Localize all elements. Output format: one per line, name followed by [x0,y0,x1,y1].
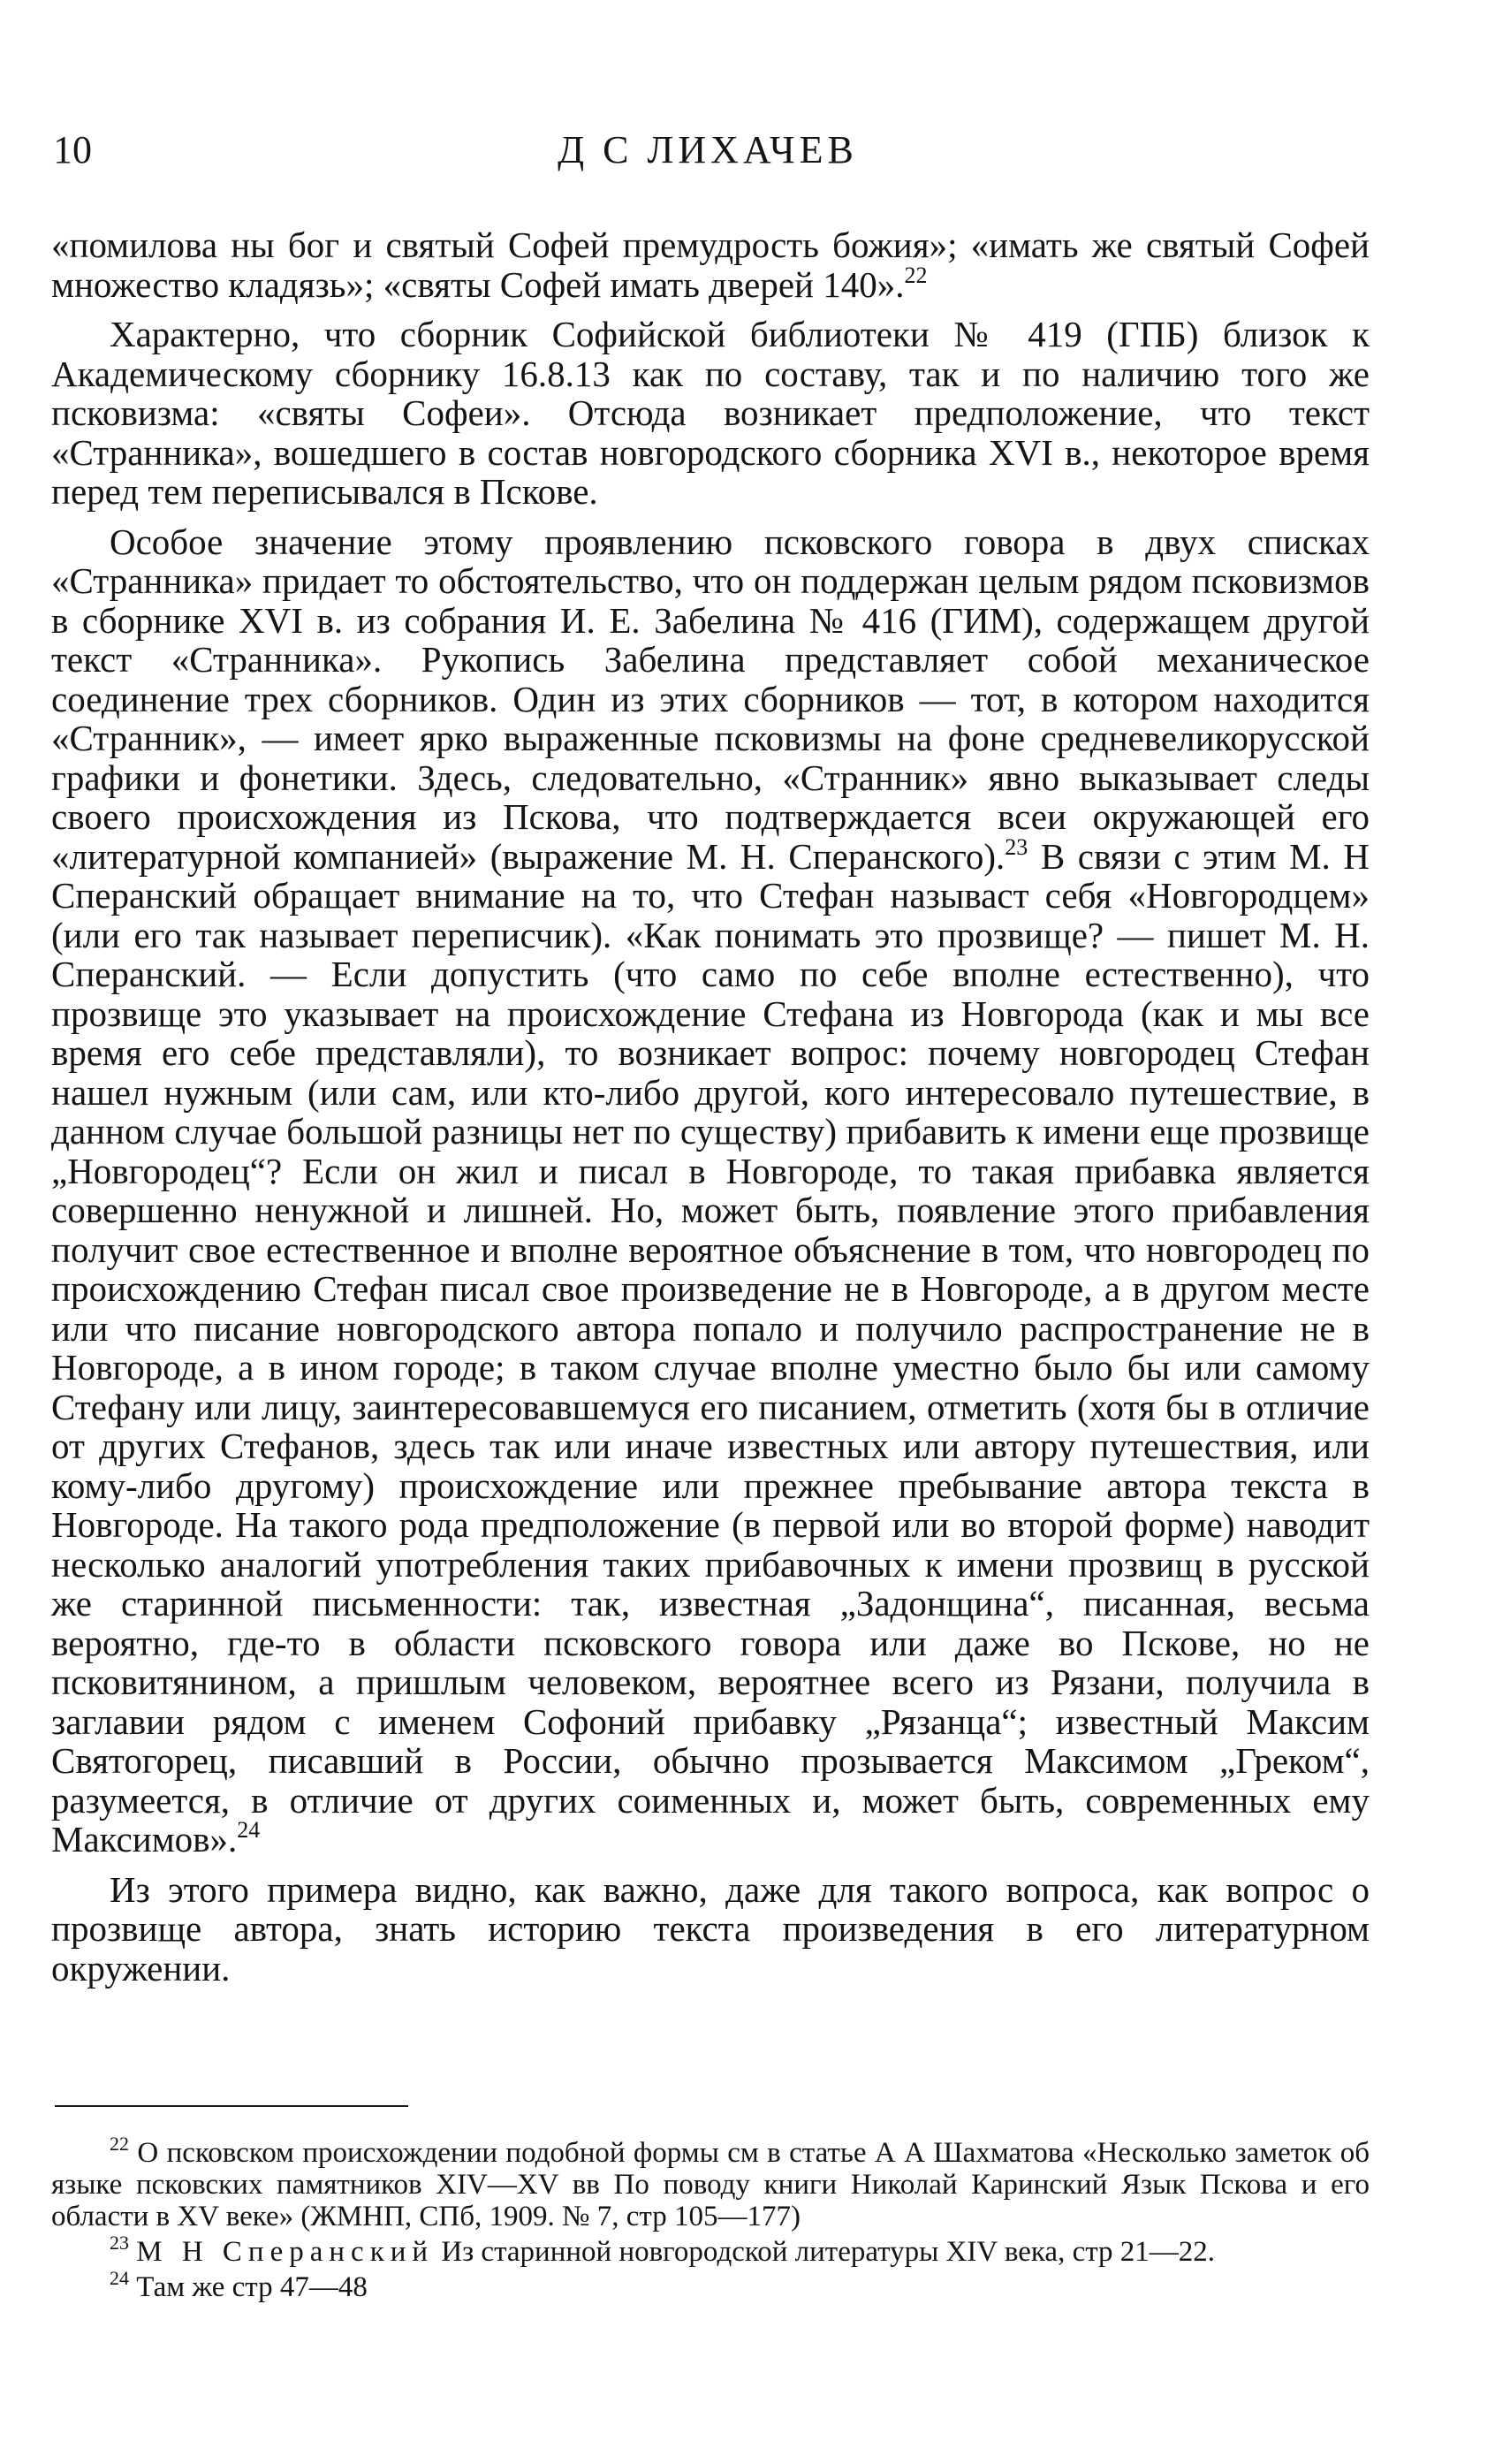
paragraph [51,225,1370,304]
footnote-number: 23 [110,2232,129,2254]
footnote-text: Там же стр 47—48 [136,2271,368,2303]
paragraph-text: Особое значение этому проявлению псковского говора в двух списках «Странника» придает то обстоятельство, что он поддержан целым рядом псковизмов в сборнике XVI в. из собрания И. Е. Забелина № 416 (ГИМ), содержащем другой текст «Странника». Рукопись Забелина представляет собой механическое соединение трех сборников. Один из этих сборников — тот, в котором находится «Странник», — имеет ярко выраженные псковизмы на фоне средневеликорусской графики и фонетики. Здесь, следовательно, «Странник» явно выказывает следы своего происхождения из Пскова, что подтверждается всеи окружающей его «литературной компанией» (выражение М. Н. Сперанского). [51,521,1370,877]
footnote-text: Из старинной новгородской литературы XIV века, стр 21—22. [434,2236,1216,2268]
main-text [51,225,1370,1998]
page-header [53,124,1362,177]
paragraph: Из этого примера видно, как важно, даже для такого вопроса, как вопрос о прозвище автора, знать историю текста произведения в его литературном окружении. [51,1868,1370,1989]
paragraph-text: «помилова ны бог и святый Софей премудрость божия»; «имать же святый Софей множество кладязь»; «святы Софей имать дверей 140». [51,224,1370,305]
footnote-number: 24 [110,2267,129,2289]
footnote [51,2133,1370,2232]
footnote-text: О псковском происхождении подобной формы см в статье А А Шахматова «Несколько заметок об языке псковских памятников XIV—XV вв По поводу книги Николай Каринский Язык Пскова и его области в XV веке» (ЖМНП, СПб, 1909. № 7, стр 105—177) [51,2137,1370,2232]
page-number: 10 [53,128,92,171]
footnote-number: 22 [110,2133,129,2155]
running-head: Д С ЛИХАЧЕВ [558,128,858,171]
paragraph-text: В связи с этим М. Н Сперанский обращает внимание на то, что Стефан называст себя «Новгородцем» (или его так называет переписчик). «Как понимать это прозвище? — пишет М. Н. Сперанский. — Если допустить (что само по себе вполне естественно), что прозвище это указывает на происхождение Стефана из Новгорода (как и мы все время его себе представляли), то возникает вопрос: почему новгородец Стефан нашел нужным (или сам, или кто-либо другой, кого интересовало путешествие, в данном случае большой разницы нет по существу) прибавить к имени еще прозвище „Новгородец“? Если он жил и писал в Новгороде, то такая прибавка является совершенно ненужной и лишней. Но, может быть, появление этого прибавления получит свое естественное и вполне вероятное объяснение в том, что новгородец по происхождению Стефан писал свое произведение не в Новгороде, а в другом месте или что писание новгородского автора попало и получило распространение не в Новгороде, а в ином городе; в таком случае вполне уместно было бы или самому Стефану или лицу, заинтересовавшемуся его писанием, отметить (хотя бы в отличие от других Стефанов, здесь так или иначе известных или автору путешествия, или кому-либо другому) происхождение или прежнее пребывание автора текста в Новгороде. На такого рода предположение (в первой или во второй форме) наводит несколько аналогий употребления таких прибавочных к имени прозвищ в русской же старинной письменности: так, известная „Задонщина“, писанная, весьма вероятно, где-то в области псковского говора или даже во Пскове, но не псковитянином, а пришлым человеком, вероятнее всего из Рязани, получила в заглавии рядом с именем Софоний прибавку „Рязанца“; известный Максим Святогорец, писавший в России, обычно прозывается Максимом „Греком“, разумеется, в отличие от других соименных и, может быть, современных ему Максимов». [51,835,1370,1859]
footnote-divider [55,2105,408,2107]
footnote-ref: 22 [904,262,928,288]
footnote [51,2267,1370,2303]
paragraph [51,522,1370,1859]
footnote-ref: 23 [1005,833,1028,860]
footnote-author: М Н Сперанский [136,2236,435,2268]
footnote [51,2232,1370,2268]
footnote-ref: 24 [237,1817,261,1843]
paragraph: Характерно, что сборник Софийской библиотеки № 419 (ГПБ) близок к Академическому сборнику 16.8.13 как по составу, так и по наличию того же псковизма: «святы Софеи». Отсюда возникает предположение, что текст «Странника», вошедшего в состав новгородского сборника XVI в., некоторое время перед тем переписывался в Пскове. [51,314,1370,512]
footnotes [51,2133,1370,2307]
